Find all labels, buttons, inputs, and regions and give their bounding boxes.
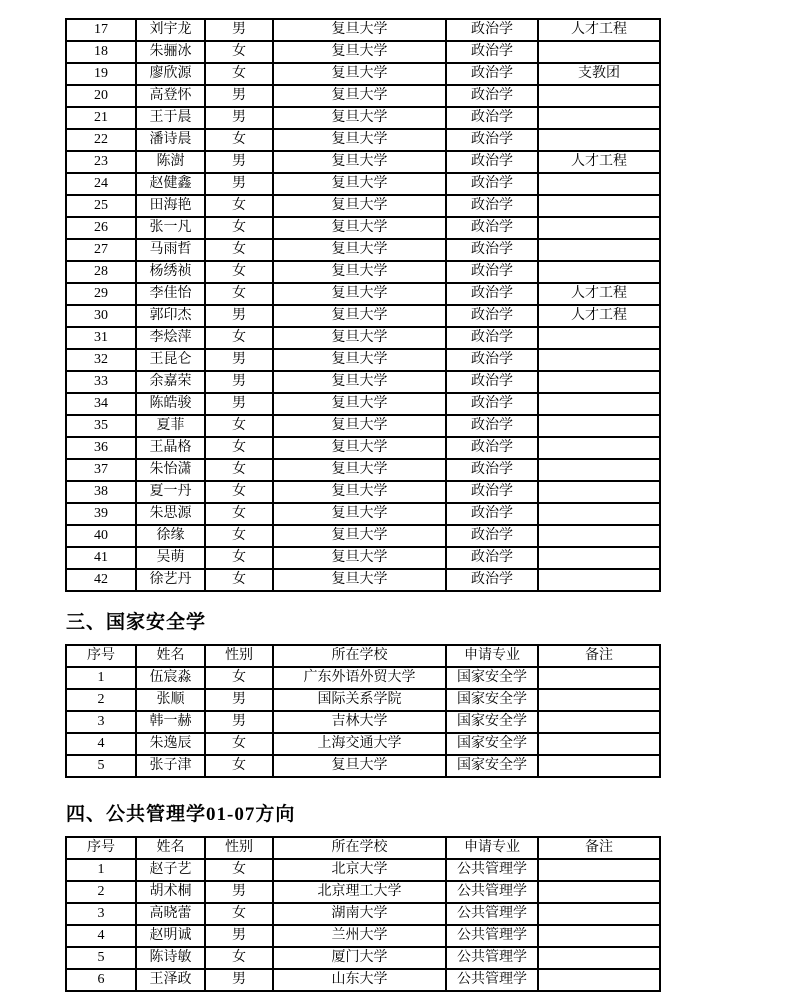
cell-note [538, 503, 660, 525]
cell-major: 政治学 [446, 547, 538, 569]
table-header-row [66, 837, 660, 859]
cell-name: 朱思源 [136, 503, 205, 525]
cell-note [538, 903, 660, 925]
cell-name: 陈皓骏 [136, 393, 205, 415]
cell-major: 政治学 [446, 195, 538, 217]
cell-gender: 女 [205, 525, 273, 547]
cell-major: 国家安全学 [446, 689, 538, 711]
cell-note [538, 85, 660, 107]
cell-major: 政治学 [446, 173, 538, 195]
cell-name: 张一凡 [136, 217, 205, 239]
cell-school: 北京理工大学 [273, 881, 446, 903]
cell-school: 复旦大学 [273, 41, 446, 63]
table-row [66, 881, 660, 903]
cell-name: 杨绣祯 [136, 261, 205, 283]
cell-major: 政治学 [446, 107, 538, 129]
cell-school: 复旦大学 [273, 239, 446, 261]
column-header-note: 备注 [538, 645, 660, 667]
cell-note [538, 547, 660, 569]
cell-school: 复旦大学 [273, 569, 446, 591]
cell-note [538, 371, 660, 393]
cell-major: 政治学 [446, 261, 538, 283]
table-row [66, 459, 660, 481]
cell-school: 复旦大学 [273, 151, 446, 173]
table-row [66, 327, 660, 349]
cell-no: 6 [66, 969, 136, 991]
cell-major: 政治学 [446, 41, 538, 63]
cell-school: 复旦大学 [273, 503, 446, 525]
cell-no: 4 [66, 733, 136, 755]
table-row [66, 261, 660, 283]
table-row [66, 195, 660, 217]
cell-school: 复旦大学 [273, 173, 446, 195]
cell-gender: 女 [205, 547, 273, 569]
cell-no: 4 [66, 925, 136, 947]
column-header-school: 所在学校 [273, 837, 446, 859]
cell-no: 1 [66, 667, 136, 689]
cell-school: 复旦大学 [273, 327, 446, 349]
cell-major: 政治学 [446, 459, 538, 481]
cell-no: 31 [66, 327, 136, 349]
table-row [66, 859, 660, 881]
cell-school: 湖南大学 [273, 903, 446, 925]
table-row [66, 217, 660, 239]
table-row [66, 305, 660, 327]
cell-no: 2 [66, 689, 136, 711]
cell-note [538, 107, 660, 129]
cell-major: 公共管理学 [446, 881, 538, 903]
column-header-school: 所在学校 [273, 645, 446, 667]
cell-note [538, 755, 660, 777]
column-header-gender: 性别 [205, 837, 273, 859]
table-row [66, 689, 660, 711]
cell-school: 北京大学 [273, 859, 446, 881]
cell-gender: 女 [205, 569, 273, 591]
cell-school: 复旦大学 [273, 129, 446, 151]
table-row [66, 107, 660, 129]
cell-name: 张子津 [136, 755, 205, 777]
cell-gender: 女 [205, 41, 273, 63]
cell-name: 夏菲 [136, 415, 205, 437]
public-admin-body [66, 859, 660, 991]
table-row [66, 947, 660, 969]
table-row [66, 547, 660, 569]
cell-gender: 男 [205, 85, 273, 107]
cell-name: 高登怀 [136, 85, 205, 107]
column-header-name: 姓名 [136, 837, 205, 859]
cell-note [538, 711, 660, 733]
cell-school: 复旦大学 [273, 19, 446, 41]
cell-gender: 男 [205, 393, 273, 415]
cell-no: 18 [66, 41, 136, 63]
cell-major: 政治学 [446, 327, 538, 349]
column-header-major: 申请专业 [446, 645, 538, 667]
cell-note [538, 667, 660, 689]
cell-gender: 男 [205, 19, 273, 41]
cell-name: 高晓蕾 [136, 903, 205, 925]
national-security-body [66, 667, 660, 777]
cell-major: 国家安全学 [446, 711, 538, 733]
cell-school: 复旦大学 [273, 261, 446, 283]
cell-major: 政治学 [446, 63, 538, 85]
cell-no: 1 [66, 859, 136, 881]
cell-major: 政治学 [446, 371, 538, 393]
cell-no: 40 [66, 525, 136, 547]
cell-note [538, 525, 660, 547]
column-header-note: 备注 [538, 837, 660, 859]
cell-no: 42 [66, 569, 136, 591]
national-security-table [65, 644, 661, 778]
cell-school: 上海交通大学 [273, 733, 446, 755]
cell-gender: 男 [205, 969, 273, 991]
cell-no: 34 [66, 393, 136, 415]
cell-gender: 女 [205, 903, 273, 925]
cell-gender: 男 [205, 689, 273, 711]
cell-school: 复旦大学 [273, 349, 446, 371]
cell-gender: 男 [205, 711, 273, 733]
cell-no: 32 [66, 349, 136, 371]
cell-school: 复旦大学 [273, 371, 446, 393]
table-row [66, 569, 660, 591]
cell-name: 赵健鑫 [136, 173, 205, 195]
cell-no: 22 [66, 129, 136, 151]
cell-note [538, 947, 660, 969]
cell-note [538, 437, 660, 459]
cell-no: 21 [66, 107, 136, 129]
table-row [66, 437, 660, 459]
cell-note [538, 859, 660, 881]
cell-note [538, 261, 660, 283]
cell-name: 赵子艺 [136, 859, 205, 881]
table-row [66, 667, 660, 689]
cell-school: 复旦大学 [273, 415, 446, 437]
cell-name: 马雨哲 [136, 239, 205, 261]
table-row [66, 415, 660, 437]
cell-school: 国际关系学院 [273, 689, 446, 711]
cell-gender: 女 [205, 481, 273, 503]
cell-school: 兰州大学 [273, 925, 446, 947]
cell-gender: 女 [205, 261, 273, 283]
cell-major: 政治学 [446, 393, 538, 415]
cell-name: 韩一赫 [136, 711, 205, 733]
table-row [66, 283, 660, 305]
cell-gender: 男 [205, 151, 273, 173]
cell-name: 李烩萍 [136, 327, 205, 349]
cell-note [538, 393, 660, 415]
column-header-no: 序号 [66, 645, 136, 667]
table-row [66, 349, 660, 371]
cell-major: 国家安全学 [446, 733, 538, 755]
cell-note: 支教团 [538, 63, 660, 85]
cell-no: 17 [66, 19, 136, 41]
cell-gender: 女 [205, 63, 273, 85]
table-row [66, 41, 660, 63]
cell-no: 38 [66, 481, 136, 503]
column-header-no: 序号 [66, 837, 136, 859]
cell-gender: 女 [205, 283, 273, 305]
cell-major: 政治学 [446, 415, 538, 437]
cell-name: 李佳怡 [136, 283, 205, 305]
cell-name: 王泽政 [136, 969, 205, 991]
table-row [66, 925, 660, 947]
cell-school: 复旦大学 [273, 107, 446, 129]
cell-gender: 女 [205, 733, 273, 755]
cell-major: 政治学 [446, 525, 538, 547]
cell-note [538, 239, 660, 261]
cell-gender: 女 [205, 217, 273, 239]
cell-no: 41 [66, 547, 136, 569]
cell-name: 潘诗晨 [136, 129, 205, 151]
cell-note [538, 195, 660, 217]
cell-note [538, 481, 660, 503]
table-row [66, 129, 660, 151]
cell-note [538, 173, 660, 195]
cell-name: 徐艺丹 [136, 569, 205, 591]
cell-no: 26 [66, 217, 136, 239]
cell-school: 复旦大学 [273, 63, 446, 85]
table-row [66, 151, 660, 173]
table-row [66, 525, 660, 547]
cell-gender: 女 [205, 415, 273, 437]
cell-no: 39 [66, 503, 136, 525]
cell-major: 公共管理学 [446, 925, 538, 947]
column-header-gender: 性别 [205, 645, 273, 667]
cell-major: 政治学 [446, 437, 538, 459]
cell-gender: 女 [205, 459, 273, 481]
cell-school: 厦门大学 [273, 947, 446, 969]
cell-name: 朱骊冰 [136, 41, 205, 63]
table-row [66, 63, 660, 85]
cell-no: 2 [66, 881, 136, 903]
cell-note [538, 415, 660, 437]
table-row [66, 371, 660, 393]
cell-name: 胡术桐 [136, 881, 205, 903]
cell-name: 王于晨 [136, 107, 205, 129]
cell-no: 36 [66, 437, 136, 459]
cell-no: 24 [66, 173, 136, 195]
cell-major: 公共管理学 [446, 969, 538, 991]
table-header-row [66, 645, 660, 667]
cell-name: 王昆仑 [136, 349, 205, 371]
cell-no: 25 [66, 195, 136, 217]
cell-name: 朱逸辰 [136, 733, 205, 755]
cell-school: 复旦大学 [273, 305, 446, 327]
table-row [66, 755, 660, 777]
cell-name: 夏一丹 [136, 481, 205, 503]
cell-major: 政治学 [446, 503, 538, 525]
cell-note [538, 349, 660, 371]
cell-note [538, 217, 660, 239]
cell-note [538, 969, 660, 991]
cell-major: 政治学 [446, 349, 538, 371]
table-row [66, 393, 660, 415]
cell-major: 公共管理学 [446, 859, 538, 881]
public-admin-table [65, 836, 661, 992]
table-row [66, 173, 660, 195]
column-header-name: 姓名 [136, 645, 205, 667]
cell-school: 复旦大学 [273, 195, 446, 217]
cell-school: 复旦大学 [273, 283, 446, 305]
cell-name: 王晶格 [136, 437, 205, 459]
cell-major: 政治学 [446, 283, 538, 305]
cell-note [538, 689, 660, 711]
table-row [66, 903, 660, 925]
cell-no: 20 [66, 85, 136, 107]
cell-no: 3 [66, 903, 136, 925]
cell-no: 37 [66, 459, 136, 481]
cell-school: 复旦大学 [273, 459, 446, 481]
cell-note: 人才工程 [538, 283, 660, 305]
cell-name: 张顺 [136, 689, 205, 711]
cell-gender: 女 [205, 437, 273, 459]
politics-roster-body [66, 19, 660, 591]
cell-note [538, 327, 660, 349]
cell-major: 国家安全学 [446, 667, 538, 689]
cell-major: 政治学 [446, 305, 538, 327]
cell-no: 5 [66, 947, 136, 969]
cell-school: 复旦大学 [273, 755, 446, 777]
cell-name: 田海艳 [136, 195, 205, 217]
cell-school: 复旦大学 [273, 393, 446, 415]
cell-note: 人才工程 [538, 151, 660, 173]
cell-school: 复旦大学 [273, 85, 446, 107]
cell-school: 复旦大学 [273, 481, 446, 503]
cell-note [538, 569, 660, 591]
cell-note [538, 733, 660, 755]
cell-gender: 男 [205, 305, 273, 327]
table-row [66, 503, 660, 525]
cell-note [538, 129, 660, 151]
table-row [66, 481, 660, 503]
cell-major: 政治学 [446, 85, 538, 107]
cell-school: 广东外语外贸大学 [273, 667, 446, 689]
cell-major: 政治学 [446, 129, 538, 151]
cell-no: 28 [66, 261, 136, 283]
cell-note [538, 881, 660, 903]
cell-no: 30 [66, 305, 136, 327]
cell-name: 余嘉荣 [136, 371, 205, 393]
cell-note [538, 459, 660, 481]
cell-major: 公共管理学 [446, 947, 538, 969]
cell-gender: 女 [205, 195, 273, 217]
cell-name: 陈诗敏 [136, 947, 205, 969]
cell-gender: 女 [205, 859, 273, 881]
cell-school: 复旦大学 [273, 437, 446, 459]
section-title-national-security: 三、国家安全学 [66, 612, 207, 633]
cell-name: 朱怡潇 [136, 459, 205, 481]
cell-no: 3 [66, 711, 136, 733]
cell-school: 复旦大学 [273, 217, 446, 239]
cell-school: 复旦大学 [273, 525, 446, 547]
cell-gender: 女 [205, 755, 273, 777]
cell-name: 刘宇龙 [136, 19, 205, 41]
cell-gender: 女 [205, 327, 273, 349]
cell-name: 吴萌 [136, 547, 205, 569]
cell-gender: 女 [205, 947, 273, 969]
table-row [66, 19, 660, 41]
column-header-major: 申请专业 [446, 837, 538, 859]
cell-gender: 男 [205, 881, 273, 903]
cell-name: 徐缘 [136, 525, 205, 547]
table-row [66, 733, 660, 755]
cell-school: 复旦大学 [273, 547, 446, 569]
cell-major: 公共管理学 [446, 903, 538, 925]
cell-gender: 女 [205, 239, 273, 261]
cell-name: 郭印杰 [136, 305, 205, 327]
cell-major: 政治学 [446, 19, 538, 41]
cell-name: 伍宸淼 [136, 667, 205, 689]
cell-no: 33 [66, 371, 136, 393]
cell-gender: 男 [205, 925, 273, 947]
cell-school: 吉林大学 [273, 711, 446, 733]
cell-note: 人才工程 [538, 19, 660, 41]
cell-no: 35 [66, 415, 136, 437]
cell-gender: 男 [205, 349, 273, 371]
cell-name: 陈澍 [136, 151, 205, 173]
cell-major: 政治学 [446, 239, 538, 261]
cell-school: 山东大学 [273, 969, 446, 991]
cell-note [538, 925, 660, 947]
cell-note [538, 41, 660, 63]
section-title-public-admin: 四、公共管理学01-07方向 [66, 804, 296, 825]
cell-gender: 女 [205, 129, 273, 151]
table-row [66, 711, 660, 733]
cell-no: 19 [66, 63, 136, 85]
cell-gender: 男 [205, 371, 273, 393]
cell-major: 政治学 [446, 151, 538, 173]
cell-major: 政治学 [446, 481, 538, 503]
cell-major: 政治学 [446, 217, 538, 239]
cell-gender: 女 [205, 667, 273, 689]
cell-no: 29 [66, 283, 136, 305]
cell-no: 23 [66, 151, 136, 173]
cell-note: 人才工程 [538, 305, 660, 327]
cell-gender: 男 [205, 107, 273, 129]
cell-major: 国家安全学 [446, 755, 538, 777]
cell-name: 廖欣源 [136, 63, 205, 85]
cell-name: 赵明诚 [136, 925, 205, 947]
table-row [66, 85, 660, 107]
cell-gender: 女 [205, 503, 273, 525]
cell-gender: 男 [205, 173, 273, 195]
cell-major: 政治学 [446, 569, 538, 591]
table-row [66, 239, 660, 261]
table-row [66, 969, 660, 991]
politics-roster-table [65, 18, 661, 592]
cell-no: 27 [66, 239, 136, 261]
cell-no: 5 [66, 755, 136, 777]
